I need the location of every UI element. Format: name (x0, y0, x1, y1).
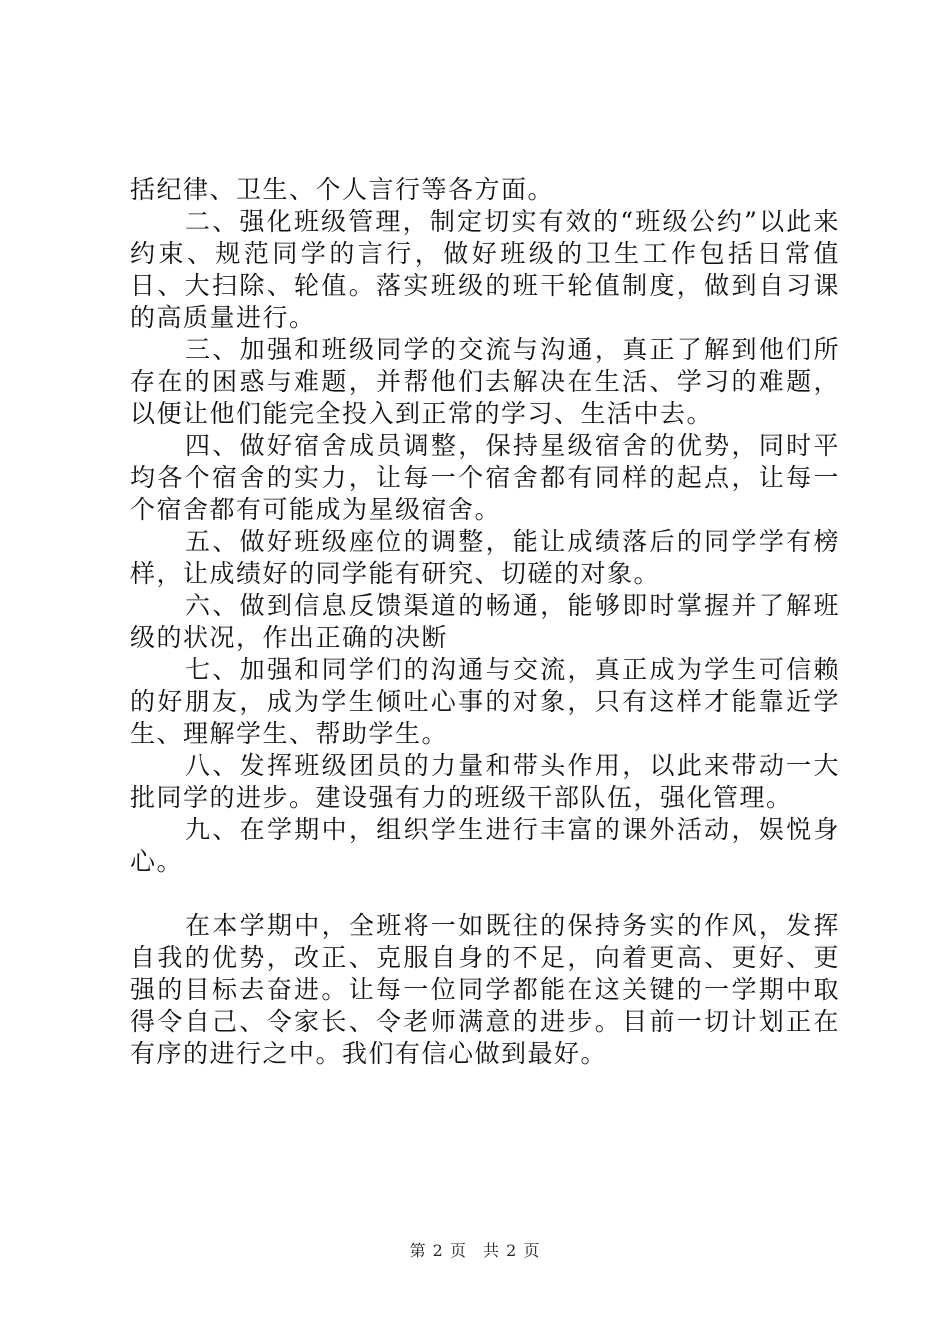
paragraph-item-8: 八、发挥班级团员的力量和带头作用，以此来带动一大批同学的进步。建设强有力的班级干部队伍，强化管理。 (130, 751, 840, 812)
paragraph-gap (130, 878, 840, 910)
paragraph-continued: 括纪律、卫生、个人言行等各方面。 (130, 175, 555, 204)
page-number: 第 2 页 (409, 1241, 467, 1260)
paragraph-item-9: 九、在学期中，组织学生进行丰富的课外活动，娱悦身心。 (130, 815, 840, 876)
paragraph-item-3: 三、加强和班级同学的交流与沟通，真正了解到他们所存在的困惑与难题，并帮他们去解决在生活、学习的难题，以便让他们能完全投入到正常的学习、生活中去。 (130, 335, 840, 428)
page-footer (0, 1238, 950, 1261)
document-body (130, 174, 840, 1070)
closing-paragraph: 在本学期中，全班将一如既往的保持务实的作风，发挥自我的优势，改正、克服自身的不足，向着更高、更好、更强的目标去奋进。让每一位同学都能在这关键的一学期中取得令自己、令家长、令老师满意的进步。目前一切计划正在有序的进行之中。我们有信心做到最好。 (130, 911, 840, 1068)
paragraph-item-4: 四、做好宿舍成员调整，保持星级宿舍的优势，同时平均各个宿舍的实力，让每一个宿舍都有同样的起点，让每一个宿舍都有可能成为星级宿舍。 (130, 431, 840, 524)
paragraph-item-7: 七、加强和同学们的沟通与交流，真正成为学生可信赖的好朋友，成为学生倾吐心事的对象，只有这样才能靠近学生、理解学生、帮助学生。 (130, 655, 840, 748)
paragraph-item-6: 六、做到信息反馈渠道的畅通，能够即时掌握并了解班级的状况，作出正确的决断 (130, 591, 840, 652)
page-total: 共 2 页 (483, 1241, 541, 1260)
paragraph-item-5: 五、做好班级座位的调整，能让成绩落后的同学学有榜样，让成绩好的同学能有研究、切磋的对象。 (130, 527, 840, 588)
paragraph-item-2: 二、强化班级管理，制定切实有效的“班级公约”以此来约束、规范同学的言行，做好班级的卫生工作包括日常值日、大扫除、轮值。落实班级的班干轮值制度，做到自习课的高质量进行。 (130, 207, 840, 332)
